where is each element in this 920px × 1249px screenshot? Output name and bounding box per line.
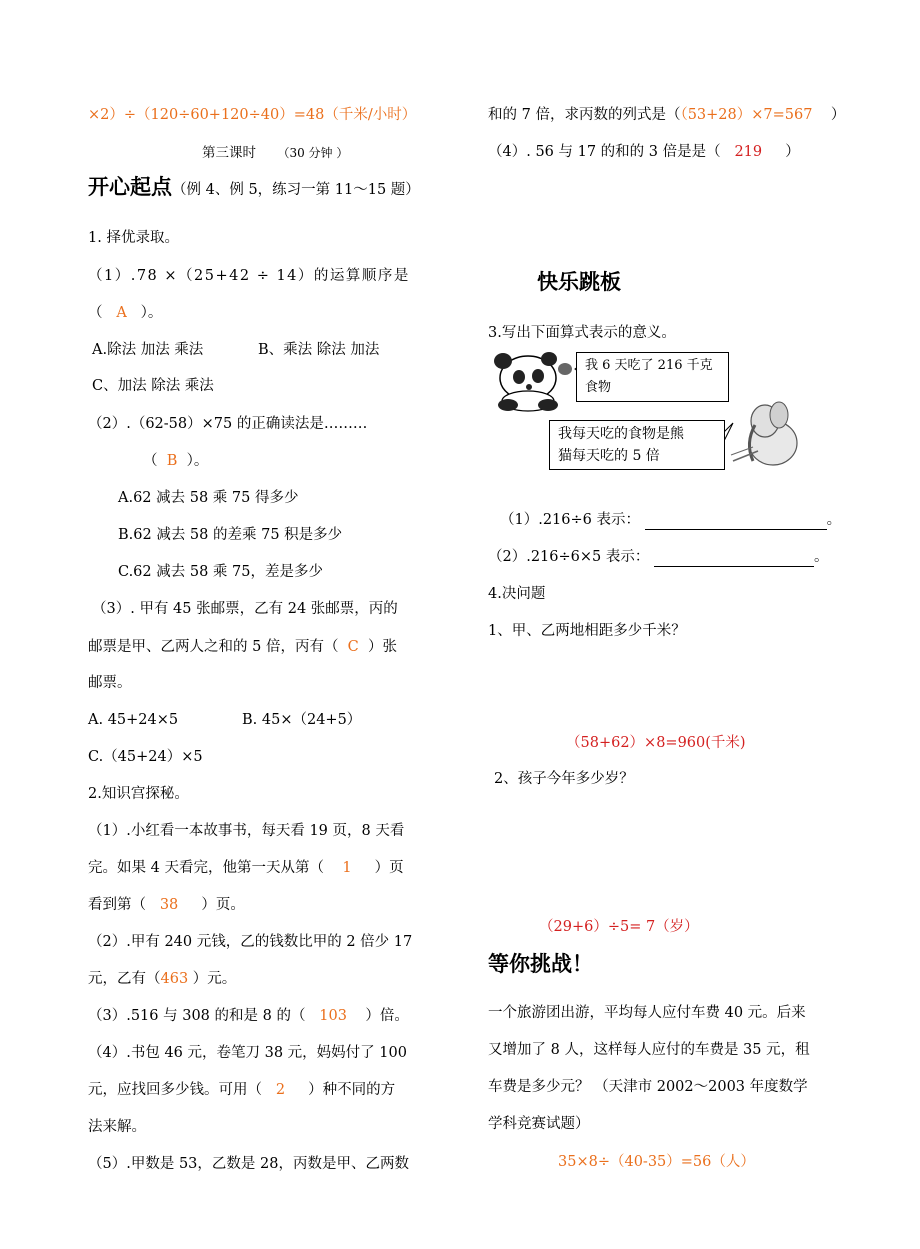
q1-p3-optB: B. 45×（24+5） — [242, 712, 362, 728]
section-heading-start — [88, 173, 420, 205]
q4-heading: 4.决问题 — [488, 586, 546, 602]
text: ）种不同的方 — [308, 1082, 396, 1098]
answer: （53+28）×7=567 — [680, 107, 813, 123]
answer: 103 — [319, 1008, 347, 1024]
q4-answer2: （29+6）÷5= 7（岁） — [539, 919, 699, 935]
text: ）页 — [374, 860, 404, 876]
q2-p4-line2 — [88, 1080, 395, 1100]
section-title: 开心起点 — [88, 175, 172, 199]
lesson-duration: （30 分钟 ） — [277, 146, 349, 160]
q4-p2: 2、孩子今年多少岁？ — [494, 771, 634, 787]
q1-p2-line2 — [143, 451, 208, 471]
paren-open: （ — [88, 305, 103, 321]
q1-p2-line1: （2）.（62-58）×75 的正确读法是……… — [88, 416, 368, 432]
q1-heading: 1. 择优录取。 — [88, 230, 179, 246]
q2-p1-line2 — [88, 858, 404, 878]
answer-blank[interactable] — [654, 552, 814, 567]
lesson-title-text: 第三课时 — [202, 145, 256, 161]
answer: 38 — [159, 897, 179, 913]
text: ） — [785, 144, 800, 160]
q1-p1-optB: B、乘法 除法 加法 — [258, 342, 380, 358]
answer: 463 — [160, 971, 189, 987]
text: 和的 7 倍，求丙数的列式是（ — [488, 107, 681, 123]
text: 完。如果 4 天看完，他第一天从第（ — [88, 860, 324, 876]
text: （2）.216÷6×5 表示： — [488, 549, 650, 565]
q3-heading: 3.写出下面算式表示的意义。 — [488, 325, 676, 341]
section-title: 等你挑战！ — [488, 952, 593, 976]
q2-p3 — [88, 1006, 409, 1026]
challenge-answer: 35×8÷（40-35）=56（人） — [558, 1154, 755, 1170]
bubble-text: 我 6 天吃了 216 千克食物 — [585, 358, 713, 395]
answer-blank[interactable] — [645, 515, 827, 530]
bubble-text-line1: 我每天吃的食物是熊 — [558, 426, 684, 442]
answer: 219 — [734, 144, 763, 160]
speech-bubble-elephant — [549, 420, 725, 470]
text: ） — [830, 107, 846, 123]
q4-p1: 1、甲、乙两地相距多少千米？ — [488, 623, 686, 639]
answer: B — [166, 453, 178, 469]
paren-close: ）。 — [186, 453, 209, 469]
q1-p3-optA: A. 45+24×5 — [88, 712, 179, 728]
q4-answer1: （58+62）×8=960(千米) — [566, 735, 746, 751]
answer: 1 — [342, 860, 352, 876]
text: 元，乙有（ — [88, 971, 161, 987]
text: 看到第（ — [88, 897, 146, 913]
q2-p4-line1: （4）.书包 46 元，卷笔刀 38 元，妈妈付了 100 — [88, 1045, 407, 1061]
q1-p3-line2 — [88, 637, 397, 657]
paren-open: （ — [143, 453, 158, 469]
top-formula: ×2）÷（120÷60+120÷40）=48（千米/小时） — [88, 107, 417, 123]
text: ）页。 — [201, 897, 245, 913]
section-subtitle: （例 4、例 5，练习一第 11～15 题） — [172, 182, 420, 198]
elephant-icon — [731, 402, 797, 465]
text: ）倍。 — [365, 1008, 409, 1024]
text: 元，应找回多少钱。可用（ — [88, 1082, 262, 1098]
period: 。 — [826, 512, 842, 528]
q3-p2 — [488, 547, 828, 567]
challenge-line1: 一个旅游团出游，平均每人应付车费 40 元。后来 — [488, 1005, 806, 1021]
q2-4-line — [488, 142, 800, 162]
answer: C — [347, 639, 359, 655]
q2-p5-line2 — [488, 105, 845, 125]
q1-p3-line1: （3）. 甲有 45 张邮票，乙有 24 张邮票，丙的 — [92, 601, 398, 617]
q1-p1-line2 — [88, 303, 162, 323]
text: （4）. 56 与 17 的和的 3 倍是是（ — [488, 144, 721, 160]
q1-p2-optC: C.62 减去 58 乘 75，差是多少 — [118, 564, 323, 580]
period: 。 — [813, 549, 829, 565]
q2-p1-line3 — [88, 895, 245, 915]
q1-p1-line1: （1）.78 ×（25+42 ÷ 14）的运算顺序是 — [88, 268, 410, 284]
q2-heading: 2.知识宫探秘。 — [88, 786, 189, 802]
q2-p2-line1: （2）.甲有 240 元钱，乙的钱数比甲的 2 倍少 17 — [88, 934, 413, 950]
q3-p1 — [500, 510, 841, 530]
q2-p4-line3: 法来解。 — [88, 1119, 146, 1135]
lesson-title — [202, 143, 348, 163]
q2-p1-line1: （1）.小红看一本故事书，每天看 19 页，8 天看 — [88, 823, 405, 839]
answer: A — [116, 305, 127, 321]
q1-p1-optA: A.除法 加法 乘法 — [92, 342, 204, 358]
text: （3）.516 与 308 的和是 8 的（ — [88, 1008, 306, 1024]
q1-p3-optC: C.（45+24）×5 — [88, 749, 203, 765]
text: ）张 — [368, 639, 397, 655]
panda-icon — [494, 352, 572, 411]
speech-bubble-panda — [576, 352, 729, 402]
q1-p2-optB: B.62 减去 58 的差乘 75 积是多少 — [118, 527, 343, 543]
answer: 2 — [275, 1082, 286, 1098]
text: 邮票是甲、乙两人之和的 5 倍，丙有（ — [88, 639, 339, 655]
bubble-text-line2: 猫每天吃的 5 倍 — [558, 448, 660, 464]
challenge-line3: 车费是多少元？ （天津市 2002～2003 年度数学 — [488, 1079, 808, 1095]
q1-p1-optC: C、加法 除法 乘法 — [92, 378, 214, 394]
q1-p3-line3: 邮票。 — [88, 675, 132, 691]
paren-close: ）。 — [140, 305, 163, 321]
text: （1）.216÷6 表示： — [500, 512, 640, 528]
challenge-line4: 学科竞赛试题） — [488, 1116, 590, 1132]
q1-p2-optA: A.62 减去 58 乘 75 得多少 — [118, 490, 299, 506]
challenge-line2: 又增加了 8 人，这样每人应付的车费是 35 元，租 — [488, 1042, 810, 1058]
section-title: 快乐跳板 — [537, 270, 621, 294]
q2-p5-line1: （5）.甲数是 53，乙数是 28，丙数是甲、乙两数 — [88, 1156, 409, 1172]
q2-p2-line2 — [88, 969, 236, 989]
text: ）元。 — [192, 971, 237, 987]
